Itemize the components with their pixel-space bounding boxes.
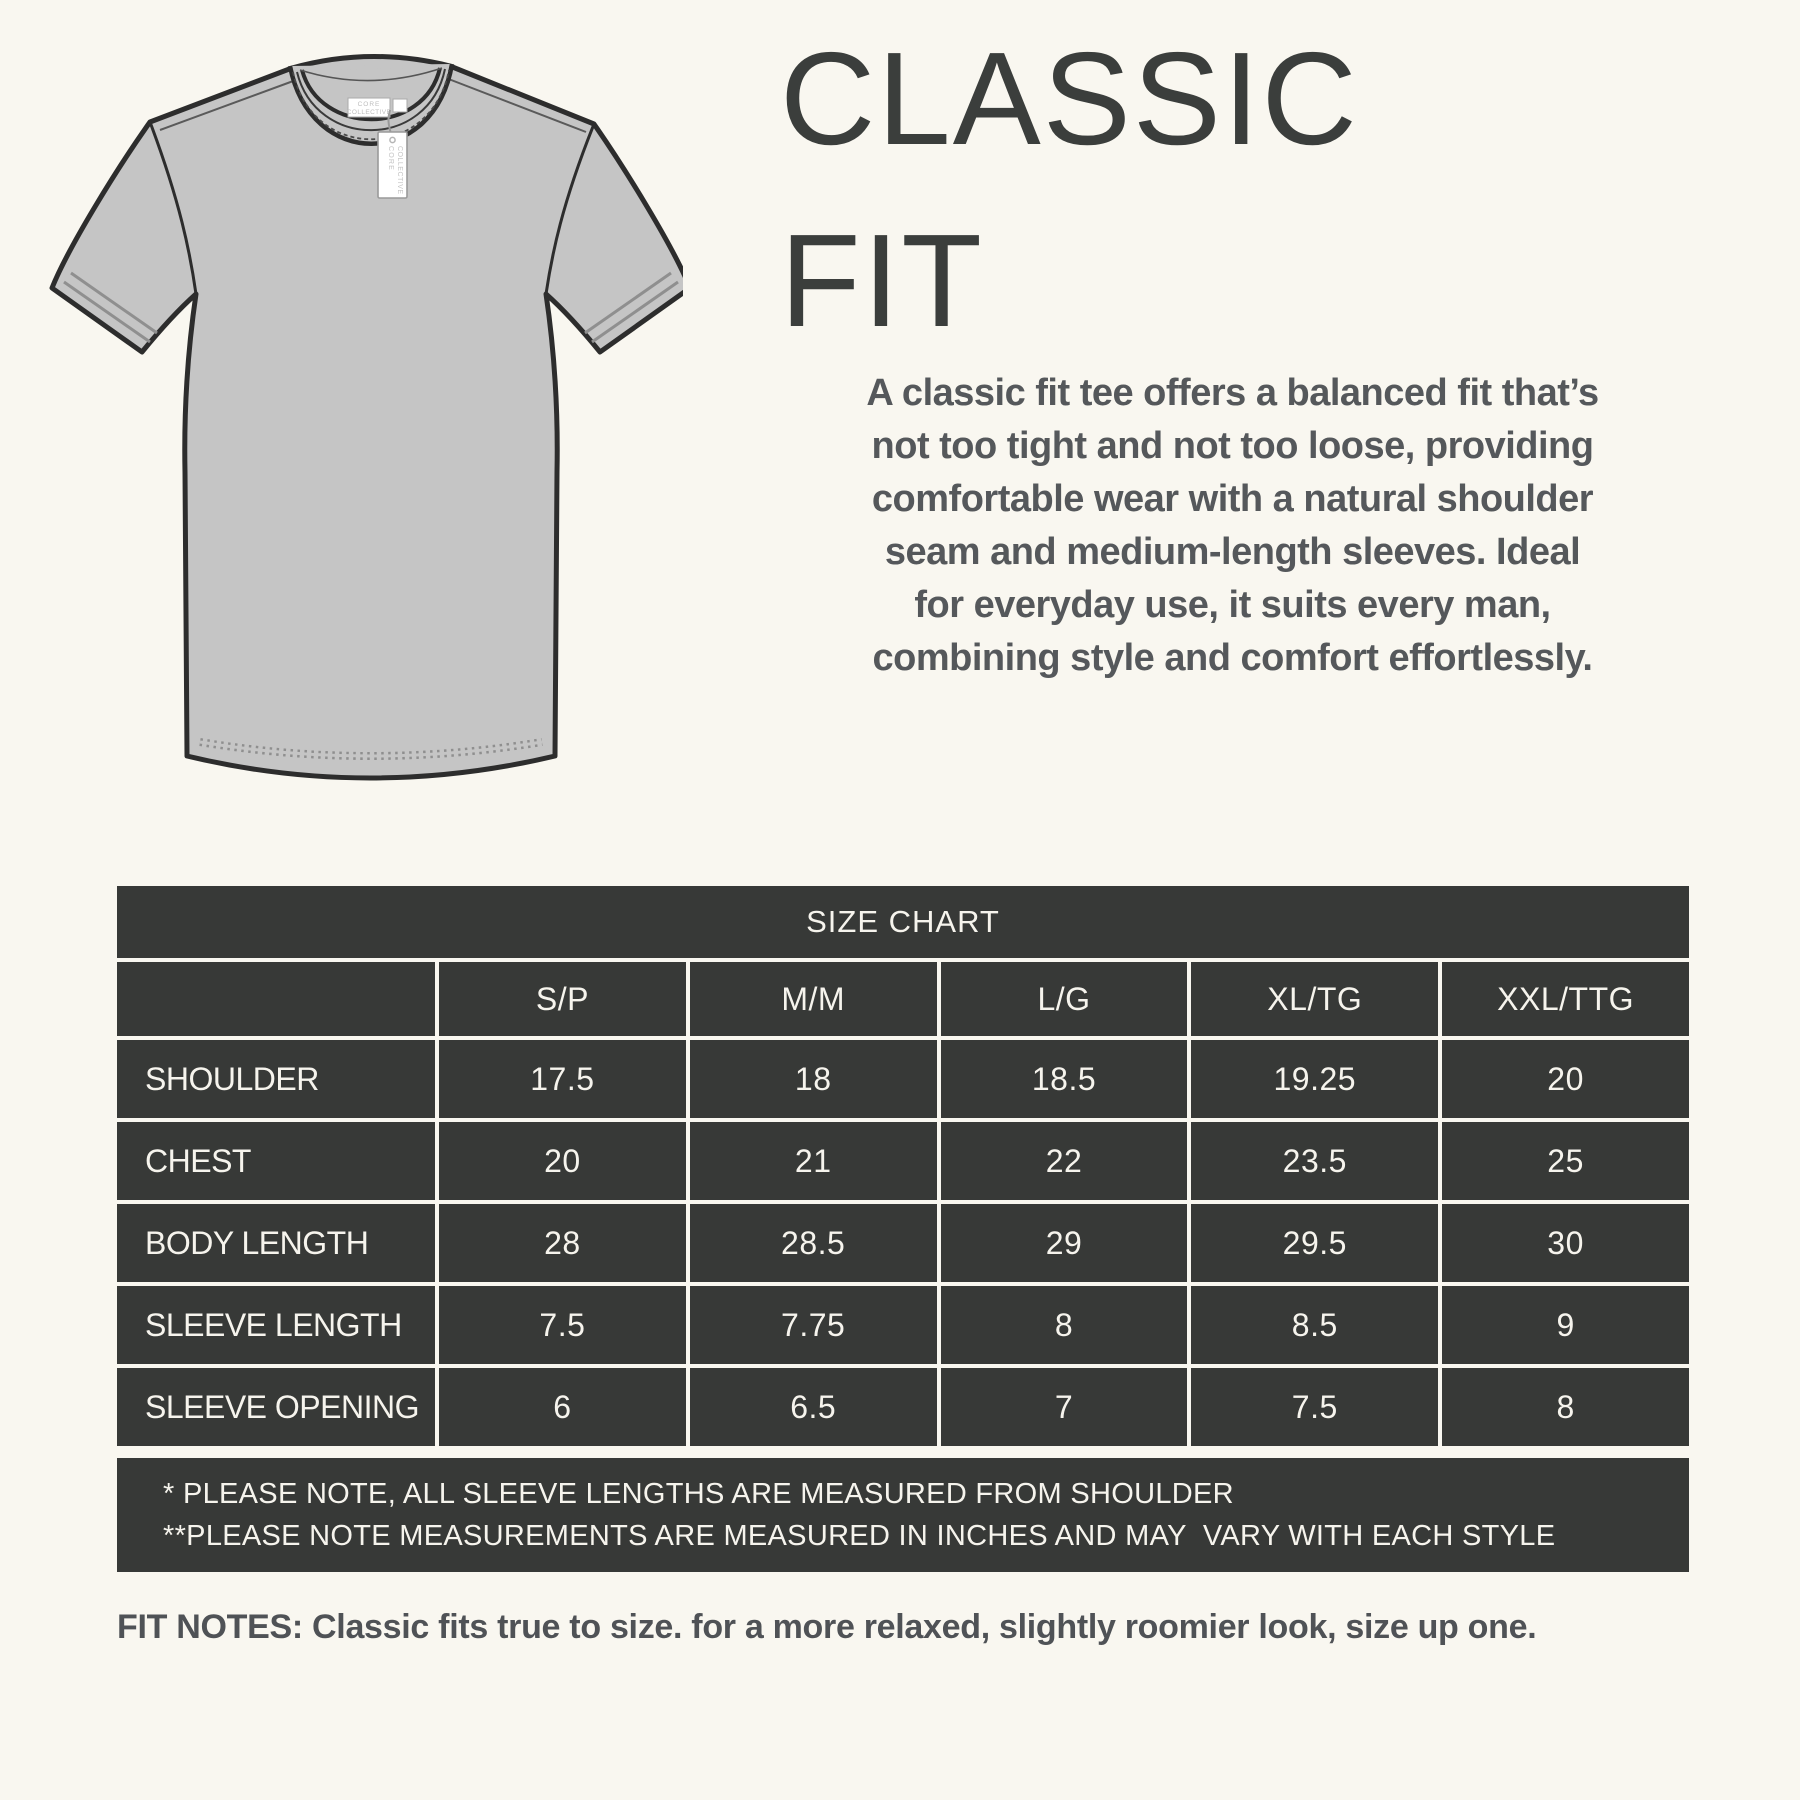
fit-notes-line [117,1608,1536,1647]
column-header-mm: M/M [690,962,937,1036]
table-cell: 28.5 [690,1204,937,1282]
row-label-shoulder: SHOULDER [117,1040,435,1118]
hang-tag-line1: CORE [387,146,394,172]
table-cell: 8 [1442,1368,1689,1446]
table-cell: 7.5 [1191,1368,1438,1446]
column-header-sp: S/P [439,962,686,1036]
table-cell: 21 [690,1122,937,1200]
table-cell: 9 [1442,1286,1689,1364]
hang-tag-line2: COLLECTIVE [396,146,403,195]
measurement-notes-box [117,1458,1689,1572]
neck-label-line2: COLLECTIVE [346,109,392,116]
table-cell: 17.5 [439,1040,686,1118]
row-label-chest: CHEST [117,1122,435,1200]
description-line: comfortable wear with a natural shoulder [871,478,1594,520]
table-cell: 20 [1442,1040,1689,1118]
table-cell: 30 [1442,1204,1689,1282]
size-chart-table [117,886,1689,1446]
page-title-line1: CLASSIC [780,25,1359,172]
table-cell: 7.75 [690,1286,937,1364]
description-line: for everyday use, it suits every man, [914,584,1551,626]
tshirt-illustration [38,42,683,800]
column-header-lg: L/G [941,962,1188,1036]
table-cell: 7 [941,1368,1188,1446]
table-cell: 28 [439,1204,686,1282]
table-cell: 29 [941,1204,1188,1282]
table-cell: 22 [941,1122,1188,1200]
tshirt-flat-sketch [38,42,683,800]
table-cell: 8.5 [1191,1286,1438,1364]
description-line: seam and medium-length sleeves. Ideal [884,531,1581,573]
note-line-1: * PLEASE NOTE, ALL SLEEVE LENGTHS ARE MEASURED FROM SHOULDER [163,1477,1234,1510]
table-cell: 18.5 [941,1040,1188,1118]
column-header-xxlttg: XXL/TTG [1442,962,1689,1036]
table-cell: 6.5 [690,1368,937,1446]
description-line: A classic fit tee offers a balanced fit that’s [866,372,1599,414]
description-line: not too tight and not too loose, providing [871,425,1594,467]
page-title-line2: FIT [780,207,984,354]
row-label-sleeve-opening: SLEEVE OPENING [117,1368,435,1446]
table-cell: 29.5 [1191,1204,1438,1282]
table-cell: 8 [941,1286,1188,1364]
table-cell: 18 [690,1040,937,1118]
table-cell: 20 [439,1122,686,1200]
neck-label-line1: CORE [357,101,381,108]
row-label-body-length: BODY LENGTH [117,1204,435,1282]
fit-description [745,367,1720,685]
description-line: combining style and comfort effortlessly. [872,637,1593,679]
fit-notes-text: Classic fits true to size. for a more relaxed, slightly roomier look, size up one. [312,1608,1537,1646]
fit-notes-label: FIT NOTES: [117,1608,303,1646]
note-line-2: **PLEASE NOTE MEASUREMENTS ARE MEASURED IN INCHES AND MAY VARY WITH EACH STYLE [163,1519,1556,1552]
table-cell: 23.5 [1191,1122,1438,1200]
row-label-sleeve-length: SLEEVE LENGTH [117,1286,435,1364]
size-tab [393,99,407,112]
column-header-xltg: XL/TG [1191,962,1438,1036]
table-cell: 25 [1442,1122,1689,1200]
page-title [780,8,1359,372]
table-cell: 19.25 [1191,1040,1438,1118]
table-cell: 7.5 [439,1286,686,1364]
size-chart-title: SIZE CHART [117,886,1689,958]
table-cell: 6 [439,1368,686,1446]
tshirt-body-shape [52,56,683,778]
size-chart-corner-cell [117,962,435,1036]
